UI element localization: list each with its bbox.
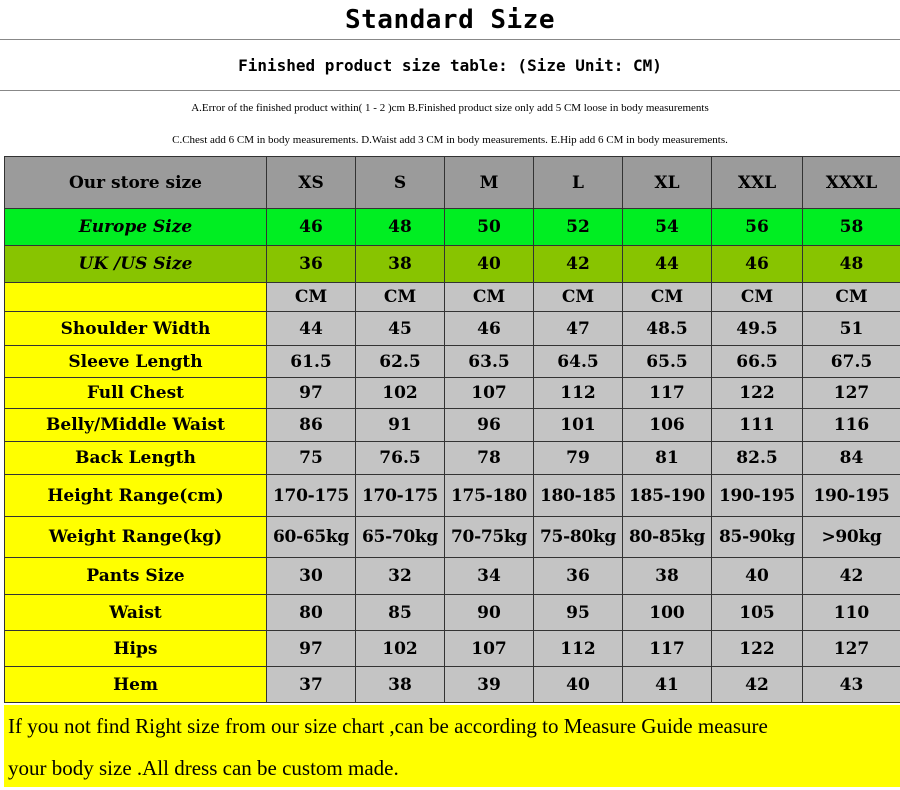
table-cell: 43 (803, 667, 900, 703)
table-cell: 110 (803, 595, 900, 631)
unit-cell: CM (445, 283, 534, 312)
table-cell: 101 (534, 409, 623, 442)
table-cell: 42 (803, 558, 900, 595)
table-cell: 78 (445, 442, 534, 475)
ukus-size-row (5, 246, 900, 283)
table-cell: 41 (623, 667, 712, 703)
table-cell: 117 (623, 631, 712, 667)
table-cell: 107 (445, 378, 534, 409)
row-hips (5, 631, 900, 667)
row-label-belly-middle-waist: Belly/Middle Waist (5, 409, 267, 442)
table-cell: 61.5 (267, 346, 356, 378)
table-cell: 116 (803, 409, 900, 442)
note-line-2: C.Chest add 6 CM in body measurements. D.Waist add 3 CM in body measurements. E.Hip add 6 CM in body measurements. (172, 134, 728, 146)
size-header-xxl: XXL (712, 157, 803, 209)
table-cell: 180-185 (534, 475, 623, 517)
table-cell: 45 (356, 312, 445, 346)
table-cell: 79 (534, 442, 623, 475)
table-cell: 80 (267, 595, 356, 631)
table-cell: 86 (267, 409, 356, 442)
note-line-1: A.Error of the finished product within( 1 - 2 )cm B.Finished product size only add 5 CM loose in body measurements (191, 102, 709, 114)
table-cell: 38 (356, 667, 445, 703)
row-label-waist: Waist (5, 595, 267, 631)
table-cell: 48.5 (623, 312, 712, 346)
row-label-full-chest: Full Chest (5, 378, 267, 409)
table-cell: 170-175 (356, 475, 445, 517)
unit-cell: CM (534, 283, 623, 312)
table-cell: 42 (712, 667, 803, 703)
row-label-hips: Hips (5, 631, 267, 667)
table-cell: 170-175 (267, 475, 356, 517)
size-table-body (5, 157, 900, 703)
table-cell: 127 (803, 378, 900, 409)
europe-size-value: 48 (356, 209, 445, 246)
ukus-size-value: 48 (803, 246, 900, 283)
row-label-weight-range-kg: Weight Range(kg) (5, 517, 267, 558)
ukus-size-value: 44 (623, 246, 712, 283)
europe-size-value: 56 (712, 209, 803, 246)
table-cell: 112 (534, 378, 623, 409)
table-cell: 107 (445, 631, 534, 667)
table-cell: 85 (356, 595, 445, 631)
table-cell: 75-80kg (534, 517, 623, 558)
europe-size-label: Europe Size (5, 209, 267, 246)
table-cell: 96 (445, 409, 534, 442)
table-cell: 30 (267, 558, 356, 595)
table-cell: 36 (534, 558, 623, 595)
footer-line-2: your body size .All dress can be custom made. (8, 756, 399, 780)
table-cell: 95 (534, 595, 623, 631)
table-cell: 122 (712, 378, 803, 409)
table-cell: 67.5 (803, 346, 900, 378)
ukus-size-value: 46 (712, 246, 803, 283)
table-cell: 90 (445, 595, 534, 631)
row-belly-middle-waist (5, 409, 900, 442)
table-cell: 47 (534, 312, 623, 346)
europe-size-value: 58 (803, 209, 900, 246)
unit-cell: CM (623, 283, 712, 312)
table-cell: 60-65kg (267, 517, 356, 558)
size-header-xxxl: XXXL (803, 157, 900, 209)
row-shoulder-width (5, 312, 900, 346)
table-cell: 102 (356, 631, 445, 667)
unit-cell: CM (712, 283, 803, 312)
page-title: Standard Size (0, 0, 900, 40)
table-cell: 84 (803, 442, 900, 475)
unit-row (5, 283, 900, 312)
table-cell: 65-70kg (356, 517, 445, 558)
table-cell: 46 (445, 312, 534, 346)
row-label-shoulder-width: Shoulder Width (5, 312, 267, 346)
table-cell: 85-90kg (712, 517, 803, 558)
table-cell: 49.5 (712, 312, 803, 346)
table-cell: 112 (534, 631, 623, 667)
ukus-size-value: 38 (356, 246, 445, 283)
table-cell: 185-190 (623, 475, 712, 517)
row-full-chest (5, 378, 900, 409)
table-cell: 102 (356, 378, 445, 409)
row-pants-size (5, 558, 900, 595)
row-waist (5, 595, 900, 631)
table-cell: 97 (267, 631, 356, 667)
table-cell: >90kg (803, 517, 900, 558)
table-cell: 62.5 (356, 346, 445, 378)
unit-cell: CM (803, 283, 900, 312)
table-cell: 39 (445, 667, 534, 703)
size-table (4, 156, 900, 703)
table-cell: 34 (445, 558, 534, 595)
table-cell: 106 (623, 409, 712, 442)
row-sleeve-length (5, 346, 900, 378)
table-cell: 40 (712, 558, 803, 595)
size-header-m: M (445, 157, 534, 209)
table-cell: 105 (712, 595, 803, 631)
europe-size-value: 52 (534, 209, 623, 246)
europe-size-value: 50 (445, 209, 534, 246)
table-cell: 190-195 (712, 475, 803, 517)
header-row (5, 157, 900, 209)
table-cell: 75 (267, 442, 356, 475)
row-height-range-cm (5, 475, 900, 517)
row-label-hem: Hem (5, 667, 267, 703)
size-header-s: S (356, 157, 445, 209)
row-label-height-range-cm: Height Range(cm) (5, 475, 267, 517)
table-cell: 76.5 (356, 442, 445, 475)
row-label-pants-size: Pants Size (5, 558, 267, 595)
table-cell: 81 (623, 442, 712, 475)
unit-cell: CM (267, 283, 356, 312)
table-cell: 190-195 (803, 475, 900, 517)
table-cell: 122 (712, 631, 803, 667)
europe-size-row (5, 209, 900, 246)
table-cell: 44 (267, 312, 356, 346)
table-cell: 64.5 (534, 346, 623, 378)
unit-cell: CM (356, 283, 445, 312)
europe-size-value: 46 (267, 209, 356, 246)
row-label-back-length: Back Length (5, 442, 267, 475)
ukus-size-value: 42 (534, 246, 623, 283)
table-cell: 97 (267, 378, 356, 409)
ukus-size-label: UK /US Size (5, 246, 267, 283)
table-cell: 91 (356, 409, 445, 442)
table-cell: 40 (534, 667, 623, 703)
table-cell: 37 (267, 667, 356, 703)
table-cell: 80-85kg (623, 517, 712, 558)
table-cell: 127 (803, 631, 900, 667)
header-label: Our store size (5, 157, 267, 209)
table-cell: 63.5 (445, 346, 534, 378)
row-back-length (5, 442, 900, 475)
table-cell: 82.5 (712, 442, 803, 475)
ukus-size-value: 40 (445, 246, 534, 283)
ukus-size-value: 36 (267, 246, 356, 283)
table-cell: 32 (356, 558, 445, 595)
row-weight-range-kg (5, 517, 900, 558)
table-cell: 100 (623, 595, 712, 631)
table-cell: 117 (623, 378, 712, 409)
table-cell: 66.5 (712, 346, 803, 378)
row-label-sleeve-length: Sleeve Length (5, 346, 267, 378)
table-cell: 65.5 (623, 346, 712, 378)
footer-note (4, 705, 900, 787)
size-header-xs: XS (267, 157, 356, 209)
footer-line-1: If you not find Right size from our size chart ,can be according to Measure Guide measure (8, 714, 768, 738)
row-hem (5, 667, 900, 703)
size-header-l: L (534, 157, 623, 209)
table-cell: 70-75kg (445, 517, 534, 558)
table-cell: 111 (712, 409, 803, 442)
table-cell: 51 (803, 312, 900, 346)
table-cell: 38 (623, 558, 712, 595)
size-header-xl: XL (623, 157, 712, 209)
europe-size-value: 54 (623, 209, 712, 246)
table-cell: 175-180 (445, 475, 534, 517)
unit-row-label (5, 283, 267, 312)
table-subtitle: Finished product size table: (Size Unit: CM) (0, 40, 900, 91)
